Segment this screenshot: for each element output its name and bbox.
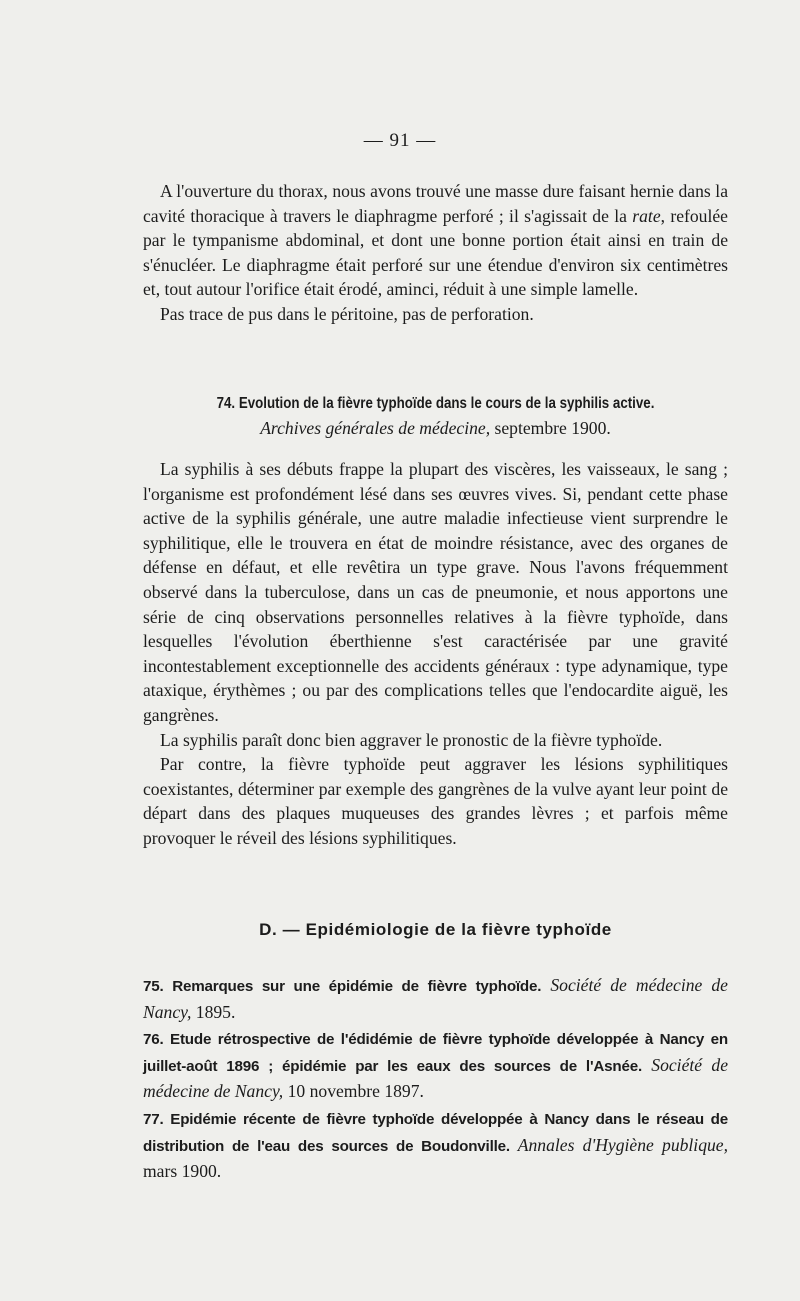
page-number: — 91 —: [363, 130, 437, 151]
section-heading-epidemiologie: D. — Epidémiologie de la fièvre typhoïde: [259, 920, 612, 939]
paragraph-pronostic: La syphilis paraît donc bien aggraver le pronostic de la fièvre typhoïde.: [160, 729, 663, 750]
syphilis-text-block: [143, 457, 728, 851]
paragraph-peritoine: Pas trace de pus dans le péritoine, pas de perforation.: [160, 303, 534, 324]
entry-74-source: Archives générales de médecine, septembre 1900.: [260, 418, 611, 438]
reference-item-76: 76. Etude rétrospective de l'édidémie de fièvre typhoïde développée à Nancy en juillet-août 1896 ; épidémie par les eaux des sources de l'Asnée. Société de médecine de Nancy, 10 novembre 1897.: [143, 1031, 729, 1102]
reference-list: [143, 973, 728, 1186]
paragraph-par-contre: Par contre, la fièvre typhoïde peut aggraver les lésions syphilitiques coexistantes, déterminer par exemple des gangrènes de la vulve ayant leur point de départ dans des plaques muqueuses des grandes lèvres ; et parfois même provoquer le réveil des lésions syphilitiques.: [143, 754, 728, 848]
reference-item-77: 77. Epidémie récente de fièvre typhoïde développée à Nancy dans le réseau de distribution de l'eau des sources de Boudonville. Annales d'Hygiène publique, mars 1900.: [143, 1110, 728, 1182]
italic-rate: rate: [632, 205, 661, 226]
autopsy-text-block: [143, 179, 728, 327]
reference-item-75: 75. Remarques sur une épidémie de fièvre typhoïde. Société de médecine de Nancy, 1895.: [143, 975, 728, 1022]
paragraph-syphilis-debuts: La syphilis à ses débuts frappe la plupart des viscères, les vaisseaux, le sang ; l'organisme est profondément lésé dans ses œuvres vives. Si, pendant cette phase active de la syphilis générale, une autre maladie infectieuse vient surprendre le syphilitique, elle le trouvera en état de moindre résistance, avec des organes de défense en défaut, et elle revêtira un type grave. Nous l'avons fréquemment observé dans la tuberculose, dans un cas de pneumonie, et nous apportons une série de cinq observations personnelles relatives à la fièvre typhoïde, dans lesquelles l'évolution éberthienne s'est caractérisée par une gravité incontestablement exceptionnelle des accidents généraux : type adynamique, type ataxique, érythèmes ; ou par des complications telles que l'endocardite aiguë, les gangrènes.: [143, 459, 728, 725]
entry-74-title: 74. Evolution de la fièvre typhoïde dans le cours de la syphilis active.: [216, 395, 655, 412]
paragraph-thorax: A l'ouverture du thorax, nous avons trouvé une masse dure faisant hernie dans la cavité thoracique à travers le diaphragme perforé ; il s'agissait de la rate, refoulée par le tympanisme abdominal, et dont une bonne portion était ainsi en train de s'énucléer. Le diaphragme était perforé sur une étendue d'environ six centimètres et, tout autour l'orifice était érodé, aminci, réduit à une simple lamelle.: [143, 181, 728, 300]
